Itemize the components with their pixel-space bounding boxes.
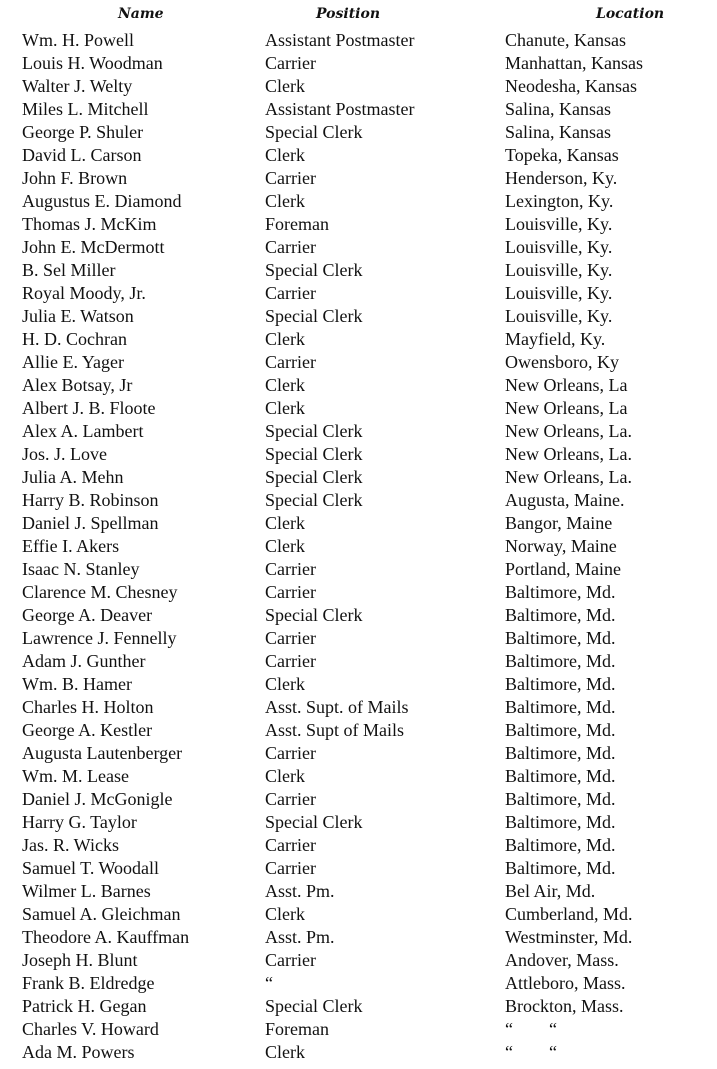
location-cell: Louisville, Ky. xyxy=(505,283,613,303)
table-row xyxy=(0,811,717,834)
name-cell: Walter J. Welty xyxy=(22,76,133,96)
table-row xyxy=(0,98,717,121)
table-row xyxy=(0,857,717,880)
name-cell: Samuel T. Woodall xyxy=(22,858,160,878)
table-row xyxy=(0,144,717,167)
position-cell: Foreman xyxy=(265,1019,329,1039)
table-row xyxy=(0,949,717,972)
position-cell: Clerk xyxy=(265,674,305,694)
name-cell: Jas. R. Wicks xyxy=(22,835,119,855)
location-cell: Baltimore, Md. xyxy=(505,674,616,694)
name-cell: Daniel J. Spellman xyxy=(22,513,159,533)
position-cell: Carrier xyxy=(265,651,316,671)
position-cell: Clerk xyxy=(265,375,305,395)
table-row xyxy=(0,558,717,581)
table-row xyxy=(0,650,717,673)
location-cell: Salina, Kansas xyxy=(505,122,611,142)
location-cell: Louisville, Ky. xyxy=(505,306,613,326)
name-cell: Wm. M. Lease xyxy=(22,766,129,786)
name-cell: George P. Shuler xyxy=(22,122,144,142)
position-cell: Special Clerk xyxy=(265,444,363,464)
position-cell: Carrier xyxy=(265,835,316,855)
position-cell: Special Clerk xyxy=(265,306,363,326)
location-cell: Baltimore, Md. xyxy=(505,835,616,855)
location-cell: Baltimore, Md. xyxy=(505,697,616,717)
position-cell: Asst. Pm. xyxy=(265,927,335,947)
name-cell: H. D. Cochran xyxy=(22,329,127,349)
name-cell: Frank B. Eldredge xyxy=(22,973,155,993)
table-row xyxy=(0,972,717,995)
name-cell: Isaac N. Stanley xyxy=(22,559,140,579)
position-cell: Clerk xyxy=(265,513,305,533)
location-cell: Brockton, Mass. xyxy=(505,996,624,1016)
position-cell: Asst. Supt. of Mails xyxy=(265,697,409,717)
location-cell: New Orleans, La xyxy=(505,398,628,418)
position-cell: Carrier xyxy=(265,858,316,878)
location-cell: Baltimore, Md. xyxy=(505,812,616,832)
position-cell: Special Clerk xyxy=(265,421,363,441)
position-cell: Foreman xyxy=(265,214,329,234)
position-cell: Clerk xyxy=(265,904,305,924)
column-header-row xyxy=(0,6,717,26)
table-row xyxy=(0,374,717,397)
name-cell: George A. Kestler xyxy=(22,720,153,740)
location-cell: Norway, Maine xyxy=(505,536,617,556)
location-cell: Owensboro, Ky xyxy=(505,352,619,372)
position-cell: Carrier xyxy=(265,283,316,303)
table-row xyxy=(0,581,717,604)
location-cell: New Orleans, La. xyxy=(505,444,632,464)
table-row xyxy=(0,305,717,328)
location-cell: Baltimore, Md. xyxy=(505,789,616,809)
name-cell: Miles L. Mitchell xyxy=(22,99,149,119)
table-row xyxy=(0,121,717,144)
name-cell: Charles V. Howard xyxy=(22,1019,159,1039)
table-row xyxy=(0,190,717,213)
position-cell: Carrier xyxy=(265,237,316,257)
location-cell: Baltimore, Md. xyxy=(505,582,616,602)
name-cell: Ada M. Powers xyxy=(22,1042,135,1062)
position-cell: Clerk xyxy=(265,191,305,211)
location-cell: Westminster, Md. xyxy=(505,927,633,947)
location-cell: Manhattan, Kansas xyxy=(505,53,643,73)
position-cell: Carrier xyxy=(265,628,316,648)
table-row xyxy=(0,673,717,696)
location-cell: Baltimore, Md. xyxy=(505,766,616,786)
name-cell: Clarence M. Chesney xyxy=(22,582,178,602)
name-cell: David L. Carson xyxy=(22,145,142,165)
location-cell: Louisville, Ky. xyxy=(505,237,613,257)
position-cell: Special Clerk xyxy=(265,605,363,625)
location-cell: Topeka, Kansas xyxy=(505,145,619,165)
position-cell: Carrier xyxy=(265,789,316,809)
table-row xyxy=(0,926,717,949)
position-cell: Carrier xyxy=(265,743,316,763)
location-cell: Baltimore, Md. xyxy=(505,743,616,763)
table-row xyxy=(0,535,717,558)
location-cell: Henderson, Ky. xyxy=(505,168,618,188)
table-row xyxy=(0,788,717,811)
name-cell: Julia E. Watson xyxy=(22,306,134,326)
table-row xyxy=(0,742,717,765)
table-row xyxy=(0,236,717,259)
position-cell: Clerk xyxy=(265,76,305,96)
table-row xyxy=(0,259,717,282)
location-cell: Louisville, Ky. xyxy=(505,260,613,280)
location-cell: Attleboro, Mass. xyxy=(505,973,626,993)
name-cell: George A. Deaver xyxy=(22,605,153,625)
position-cell: Special Clerk xyxy=(265,122,363,142)
table-row xyxy=(0,466,717,489)
table-row xyxy=(0,512,717,535)
table-row xyxy=(0,627,717,650)
table-row xyxy=(0,167,717,190)
position-cell: Clerk xyxy=(265,398,305,418)
table-row xyxy=(0,52,717,75)
position-cell: Special Clerk xyxy=(265,812,363,832)
table-row xyxy=(0,213,717,236)
location-cell: Chanute, Kansas xyxy=(505,30,626,50)
position-cell: Clerk xyxy=(265,766,305,786)
name-cell: Louis H. Woodman xyxy=(22,53,163,73)
location-cell: Neodesha, Kansas xyxy=(505,76,637,96)
table-row xyxy=(0,420,717,443)
position-cell: Carrier xyxy=(265,53,316,73)
table-row xyxy=(0,1018,717,1041)
name-cell: Harry B. Robinson xyxy=(22,490,159,510)
position-cell: Clerk xyxy=(265,1042,305,1062)
location-cell: Cumberland, Md. xyxy=(505,904,633,924)
location-cell: Baltimore, Md. xyxy=(505,605,616,625)
name-cell: Augustus E. Diamond xyxy=(22,191,182,211)
table-row xyxy=(0,604,717,627)
name-cell: Alex Botsay, Jr xyxy=(22,375,133,395)
table-row xyxy=(0,1041,717,1064)
location-cell: Lexington, Ky. xyxy=(505,191,614,211)
table-row xyxy=(0,834,717,857)
location-cell: “ “ xyxy=(505,1019,557,1039)
name-cell: Julia A. Mehn xyxy=(22,467,124,487)
location-cell: Baltimore, Md. xyxy=(505,628,616,648)
table-row xyxy=(0,765,717,788)
position-cell: Clerk xyxy=(265,145,305,165)
table-row xyxy=(0,351,717,374)
position-cell: Special Clerk xyxy=(265,467,363,487)
name-cell: B. Sel Miller xyxy=(22,260,116,280)
position-cell: Assistant Postmaster xyxy=(265,30,415,50)
column-header-name: Name xyxy=(118,6,164,22)
table-row xyxy=(0,489,717,512)
position-cell: Carrier xyxy=(265,168,316,188)
name-cell: Wm. H. Powell xyxy=(22,30,134,50)
position-cell: Carrier xyxy=(265,582,316,602)
table-row xyxy=(0,903,717,926)
name-cell: Thomas J. McKim xyxy=(22,214,157,234)
position-cell: “ xyxy=(265,973,273,993)
location-cell: Andover, Mass. xyxy=(505,950,619,970)
name-cell: Harry G. Taylor xyxy=(22,812,137,832)
table-row xyxy=(0,75,717,98)
position-cell: Carrier xyxy=(265,559,316,579)
location-cell: New Orleans, La. xyxy=(505,467,632,487)
table-row xyxy=(0,443,717,466)
location-cell: New Orleans, La. xyxy=(505,421,632,441)
name-cell: Adam J. Gunther xyxy=(22,651,146,671)
employee-list xyxy=(0,29,717,1064)
position-cell: Special Clerk xyxy=(265,260,363,280)
name-cell: Samuel A. Gleichman xyxy=(22,904,181,924)
name-cell: Charles H. Holton xyxy=(22,697,154,717)
position-cell: Asst. Supt of Mails xyxy=(265,720,405,740)
name-cell: Allie E. Yager xyxy=(22,352,124,372)
table-row xyxy=(0,29,717,52)
table-row xyxy=(0,282,717,305)
name-cell: Royal Moody, Jr. xyxy=(22,283,146,303)
location-cell: New Orleans, La xyxy=(505,375,628,395)
location-cell: Baltimore, Md. xyxy=(505,720,616,740)
table-row xyxy=(0,397,717,420)
location-cell: Baltimore, Md. xyxy=(505,858,616,878)
location-cell: Mayfield, Ky. xyxy=(505,329,606,349)
name-cell: Daniel J. McGonigle xyxy=(22,789,173,809)
location-cell: Louisville, Ky. xyxy=(505,214,613,234)
table-row xyxy=(0,328,717,351)
table-row xyxy=(0,880,717,903)
location-cell: Bangor, Maine xyxy=(505,513,613,533)
position-cell: Asst. Pm. xyxy=(265,881,335,901)
name-cell: John E. McDermott xyxy=(22,237,165,257)
name-cell: Augusta Lautenberger xyxy=(22,743,183,763)
position-cell: Special Clerk xyxy=(265,996,363,1016)
column-header-position: Position xyxy=(316,6,380,22)
name-cell: Jos. J. Love xyxy=(22,444,107,464)
position-cell: Clerk xyxy=(265,329,305,349)
position-cell: Assistant Postmaster xyxy=(265,99,415,119)
location-cell: Baltimore, Md. xyxy=(505,651,616,671)
name-cell: Joseph H. Blunt xyxy=(22,950,138,970)
location-cell: Bel Air, Md. xyxy=(505,881,596,901)
name-cell: Wm. B. Hamer xyxy=(22,674,132,694)
column-header-location: Location xyxy=(596,6,665,22)
name-cell: John F. Brown xyxy=(22,168,128,188)
name-cell: Alex A. Lambert xyxy=(22,421,144,441)
table-row xyxy=(0,696,717,719)
table-row xyxy=(0,995,717,1018)
position-cell: Special Clerk xyxy=(265,490,363,510)
name-cell: Lawrence J. Fennelly xyxy=(22,628,177,648)
name-cell: Patrick H. Gegan xyxy=(22,996,147,1016)
name-cell: Albert J. B. Floote xyxy=(22,398,156,418)
location-cell: Salina, Kansas xyxy=(505,99,611,119)
position-cell: Carrier xyxy=(265,950,316,970)
location-cell: “ “ xyxy=(505,1042,557,1062)
position-cell: Clerk xyxy=(265,536,305,556)
position-cell: Carrier xyxy=(265,352,316,372)
name-cell: Theodore A. Kauffman xyxy=(22,927,190,947)
location-cell: Augusta, Maine. xyxy=(505,490,625,510)
location-cell: Portland, Maine xyxy=(505,559,621,579)
name-cell: Wilmer L. Barnes xyxy=(22,881,151,901)
table-row xyxy=(0,719,717,742)
name-cell: Effie I. Akers xyxy=(22,536,120,556)
